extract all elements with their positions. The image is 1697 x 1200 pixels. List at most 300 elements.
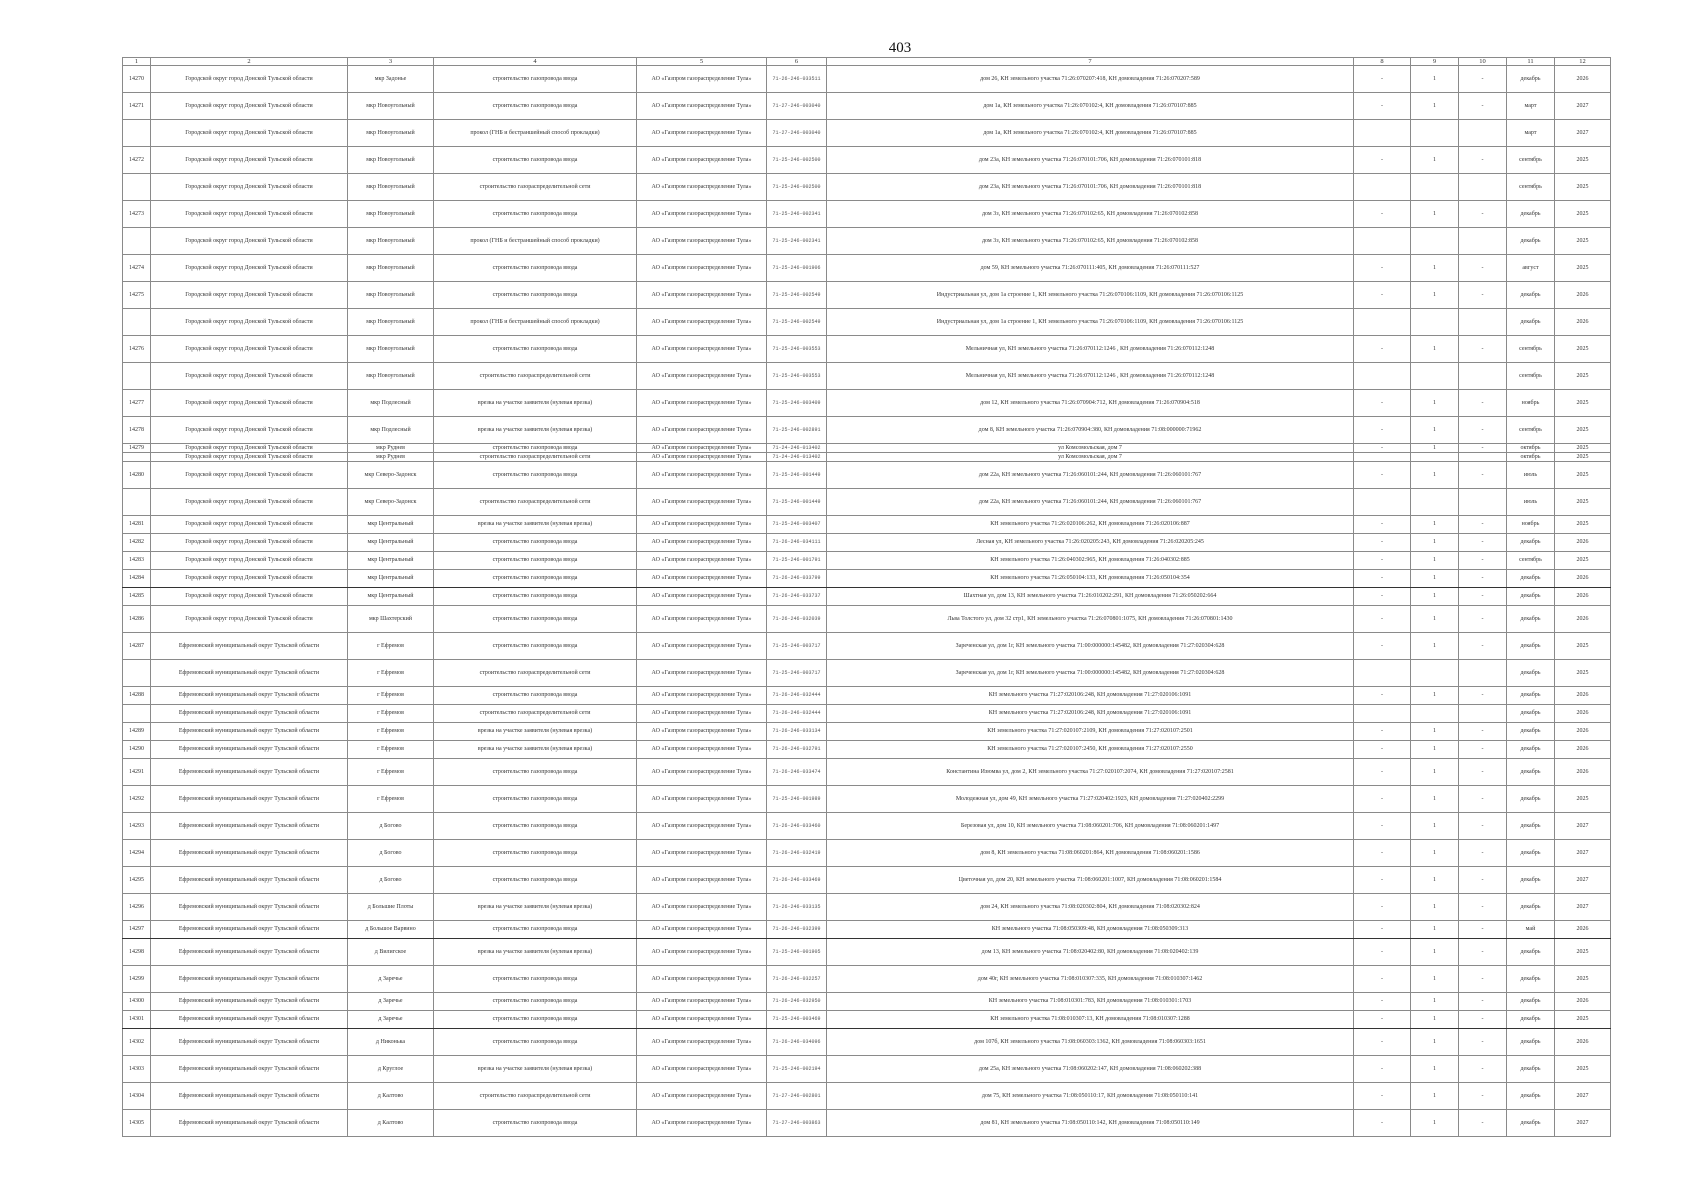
quantity-cell: 1 [1411,606,1459,633]
month-cell: октябрь [1507,444,1555,453]
request-id-cell: 71-25-246-001791 [767,552,827,570]
address-cell: дом 25а, КН земельного участка 71:08:060202:147, КН домовладения 71:08:060202:388 [827,1056,1354,1083]
col10-cell: - [1459,606,1507,633]
address-cell: Цветочная ул, дом 20, КН земельного участка 71:08:060201:1007, КН домовладения 71:08:060201:1584 [827,867,1354,894]
col8-cell: - [1354,939,1411,966]
year-cell: 2026 [1555,993,1611,1011]
quantity-cell [1411,660,1459,687]
table-row [123,1083,1611,1110]
quantity-cell [1411,705,1459,723]
organization-cell: АО «Газпром газораспределение Тула» [637,786,767,813]
municipality-cell: Городской округ город Донской Тульской области [151,201,348,228]
address-cell: Индустриальная ул, дом 1а строение 1, КН земельного участка 71:26:070106:1109, КН домовладения 71:26:070106:1125 [827,282,1354,309]
organization-cell: АО «Газпром газораспределение Тула» [637,867,767,894]
row-number-cell: 14294 [123,840,151,867]
address-cell: дом 13, КН земельного участка 71:08:020402:80, КН домовладения 71:08:020402:139 [827,939,1354,966]
address-cell: Льва Толстого ул, дом 32 стр1, КН земельного участка 71:26:070801:1075, КН домовладения 71:26:070801:1430 [827,606,1354,633]
column-header: 1 [123,58,151,66]
month-cell: ноябрь [1507,390,1555,417]
col8-cell [1354,363,1411,390]
month-cell: декабрь [1507,201,1555,228]
page-number: 403 [888,40,912,56]
municipality-cell: Ефремовский муниципальный округ Тульской области [151,921,348,939]
municipality-cell: Ефремовский муниципальный округ Тульской области [151,840,348,867]
row-number-cell [123,453,151,462]
col8-cell: - [1354,147,1411,174]
column-header: 10 [1459,58,1507,66]
municipality-cell: Ефремовский муниципальный округ Тульской области [151,786,348,813]
table-row [123,228,1611,255]
col8-cell: - [1354,687,1411,705]
request-id-cell: 71-25-246-003469 [767,1011,827,1029]
row-number-cell: 14279 [123,444,151,453]
request-id-cell: 71-26-246-034111 [767,534,827,552]
col8-cell: - [1354,66,1411,93]
col8-cell: - [1354,1083,1411,1110]
request-id-cell: 71-25-246-001906 [767,255,827,282]
table-row [123,444,1611,453]
row-number-cell [123,489,151,516]
work-type-cell: врезка на участке заявителя (нулевая врезка) [434,894,637,921]
column-header: 2 [151,58,348,66]
month-cell: декабрь [1507,993,1555,1011]
col8-cell: - [1354,93,1411,120]
organization-cell: АО «Газпром газораспределение Тула» [637,1011,767,1029]
col8-cell: - [1354,894,1411,921]
organization-cell: АО «Газпром газораспределение Тула» [637,1029,767,1056]
settlement-cell: д Круглое [348,1056,434,1083]
col8-cell: - [1354,1056,1411,1083]
col8-cell: - [1354,741,1411,759]
row-number-cell: 14299 [123,966,151,993]
address-cell: Березовая ул, дом 10, КН земельного участка 71:08:060201:706, КН домовладения 71:08:060201:1497 [827,813,1354,840]
work-type-cell: строительство газопровода ввода [434,921,637,939]
year-cell: 2025 [1555,660,1611,687]
organization-cell: АО «Газпром газораспределение Тула» [637,570,767,588]
work-type-cell: строительство газопровода ввода [434,588,637,606]
col10-cell [1459,363,1507,390]
municipality-cell: Городской округ город Донской Тульской области [151,552,348,570]
year-cell: 2026 [1555,66,1611,93]
month-cell: июль [1507,489,1555,516]
address-cell: дом 75, КН земельного участка 71:08:050110:17, КН домовладения 71:08:050110:141 [827,1083,1354,1110]
quantity-cell: 1 [1411,966,1459,993]
municipality-cell: Ефремовский муниципальный округ Тульской области [151,633,348,660]
organization-cell: АО «Газпром газораспределение Тула» [637,282,767,309]
col10-cell: - [1459,417,1507,444]
request-id-cell: 71-26-246-033474 [767,759,827,786]
municipality-cell: Городской округ город Донской Тульской области [151,489,348,516]
request-id-cell: 71-26-246-033135 [767,894,827,921]
month-cell: декабрь [1507,939,1555,966]
request-id-cell: 71-27-246-003040 [767,120,827,147]
municipality-cell: Ефремовский муниципальный округ Тульской области [151,660,348,687]
col10-cell [1459,453,1507,462]
year-cell: 2027 [1555,867,1611,894]
organization-cell: АО «Газпром газораспределение Тула» [637,705,767,723]
organization-cell: АО «Газпром газораспределение Тула» [637,741,767,759]
col8-cell: - [1354,255,1411,282]
col10-cell [1459,120,1507,147]
column-header: 12 [1555,58,1611,66]
municipality-cell: Городской округ город Донской Тульской области [151,120,348,147]
municipality-cell: Городской округ город Донской Тульской области [151,390,348,417]
quantity-cell: 1 [1411,552,1459,570]
col8-cell: - [1354,462,1411,489]
request-id-cell: 71-25-246-001989 [767,786,827,813]
year-cell: 2025 [1555,633,1611,660]
table-row [123,174,1611,201]
col8-cell [1354,705,1411,723]
work-type-cell: врезка на участке заявителя (нулевая врезка) [434,516,637,534]
request-id-cell: 71-25-246-002549 [767,309,827,336]
row-number-cell: 14295 [123,867,151,894]
organization-cell: АО «Газпром газораспределение Тула» [637,552,767,570]
col10-cell: - [1459,93,1507,120]
municipality-cell: Ефремовский муниципальный округ Тульской области [151,1083,348,1110]
row-number-cell: 14289 [123,723,151,741]
col8-cell: - [1354,390,1411,417]
col8-cell [1354,228,1411,255]
row-number-cell: 14271 [123,93,151,120]
settlement-cell: д Калтово [348,1083,434,1110]
col10-cell: - [1459,1029,1507,1056]
col8-cell: - [1354,993,1411,1011]
year-cell: 2026 [1555,687,1611,705]
organization-cell: АО «Газпром газораспределение Тула» [637,723,767,741]
row-number-cell: 14273 [123,201,151,228]
work-type-cell: строительство газораспределительной сети [434,174,637,201]
year-cell: 2026 [1555,741,1611,759]
table-row [123,93,1611,120]
table-row [123,417,1611,444]
row-number-cell [123,228,151,255]
address-cell: дом 12, КН земельного участка 71:26:070904:712, КН домовладения 71:26:070904:518 [827,390,1354,417]
work-type-cell: врезка на участке заявителя (нулевая врезка) [434,1056,637,1083]
work-type-cell: прокол (ГНБ и бестраншейный способ прокладки) [434,309,637,336]
organization-cell: АО «Газпром газораспределение Тула» [637,840,767,867]
row-number-cell: 14302 [123,1029,151,1056]
work-type-cell: строительство газопровода ввода [434,336,637,363]
month-cell: декабрь [1507,723,1555,741]
quantity-cell: 1 [1411,417,1459,444]
municipality-cell: Городской округ город Донской Тульской области [151,228,348,255]
organization-cell: АО «Газпром газораспределение Тула» [637,255,767,282]
col10-cell: - [1459,336,1507,363]
row-number-cell: 14284 [123,570,151,588]
row-number-cell: 14285 [123,588,151,606]
month-cell: декабрь [1507,606,1555,633]
col10-cell: - [1459,462,1507,489]
municipality-cell: Ефремовский муниципальный округ Тульской области [151,1011,348,1029]
municipality-cell: Ефремовский муниципальный округ Тульской области [151,993,348,1011]
municipality-cell: Городской округ город Донской Тульской области [151,363,348,390]
settlement-cell: г Ефремов [348,786,434,813]
work-type-cell: строительство газопровода ввода [434,993,637,1011]
work-type-cell: строительство газопровода ввода [434,93,637,120]
row-number-cell [123,120,151,147]
work-type-cell: врезка на участке заявителя (нулевая врезка) [434,417,637,444]
col10-cell: - [1459,993,1507,1011]
organization-cell: АО «Газпром газораспределение Тула» [637,1110,767,1137]
month-cell: декабрь [1507,813,1555,840]
row-number-cell: 14287 [123,633,151,660]
table-row [123,489,1611,516]
address-cell: Лесная ул, КН земельного участка 71:26:020205:243, КН домовладения 71:26:020205:245 [827,534,1354,552]
table-row [123,66,1611,93]
organization-cell: АО «Газпром газораспределение Тула» [637,444,767,453]
organization-cell: АО «Газпром газораспределение Тула» [637,309,767,336]
settlement-cell: г Ефремов [348,741,434,759]
col8-cell: - [1354,606,1411,633]
organization-cell: АО «Газпром газораспределение Тула» [637,588,767,606]
table-row [123,282,1611,309]
address-cell: КН земельного участка 71:08:010301:783, КН домовладения 71:08:010301:1703 [827,993,1354,1011]
table-row [123,363,1611,390]
table-row [123,1011,1611,1029]
address-cell: Индустриальная ул, дом 1а строение 1, КН земельного участка 71:26:070106:1109, КН домовладения 71:26:070106:1125 [827,309,1354,336]
quantity-cell: 1 [1411,813,1459,840]
table-row [123,120,1611,147]
request-id-cell: 71-26-246-033511 [767,66,827,93]
organization-cell: АО «Газпром газораспределение Тула» [637,534,767,552]
table-row [123,867,1611,894]
municipality-cell: Ефремовский муниципальный округ Тульской области [151,741,348,759]
row-number-cell: 14277 [123,390,151,417]
settlement-cell: мкр Подлесный [348,417,434,444]
year-cell: 2025 [1555,444,1611,453]
row-number-cell: 14288 [123,687,151,705]
month-cell: декабрь [1507,66,1555,93]
col10-cell: - [1459,444,1507,453]
quantity-cell [1411,174,1459,201]
work-type-cell: строительство газораспределительной сети [434,453,637,462]
settlement-cell: г Ефремов [348,660,434,687]
municipality-cell: Городской округ город Донской Тульской области [151,66,348,93]
quantity-cell: 1 [1411,201,1459,228]
settlement-cell: д Заречье [348,966,434,993]
column-header: 3 [348,58,434,66]
col8-cell: - [1354,417,1411,444]
request-id-cell: 71-26-246-033799 [767,570,827,588]
col10-cell: - [1459,1056,1507,1083]
settlement-cell: мкр Новоугольный [348,309,434,336]
data-table [122,57,1611,1137]
quantity-cell: 1 [1411,867,1459,894]
settlement-cell: мкр Новоугольный [348,120,434,147]
work-type-cell: строительство газопровода ввода [434,867,637,894]
request-id-cell: 71-25-246-002549 [767,282,827,309]
quantity-cell: 1 [1411,759,1459,786]
address-cell: КН земельного участка 71:27:020107:2109, КН домовладения 71:27:020107:2501 [827,723,1354,741]
table-row [123,939,1611,966]
request-id-cell: 71-26-246-032950 [767,993,827,1011]
organization-cell: АО «Газпром газораспределение Тула» [637,228,767,255]
address-cell: КН земельного участка 71:26:020106:262, КН домовладения 71:26:020106:887 [827,516,1354,534]
col10-cell: - [1459,390,1507,417]
request-id-cell: 71-25-246-001449 [767,462,827,489]
table-row [123,255,1611,282]
settlement-cell: мкр Центральный [348,534,434,552]
organization-cell: АО «Газпром газораспределение Тула» [637,453,767,462]
year-cell: 2026 [1555,705,1611,723]
municipality-cell: Ефремовский муниципальный округ Тульской области [151,723,348,741]
table-row [123,588,1611,606]
request-id-cell: 71-25-246-002341 [767,201,827,228]
work-type-cell: строительство газопровода ввода [434,552,637,570]
request-id-cell: 71-25-246-003553 [767,336,827,363]
row-number-cell [123,660,151,687]
request-id-cell: 71-25-246-001905 [767,939,827,966]
col10-cell: - [1459,552,1507,570]
address-cell: дом 22а, КН земельного участка 71:26:060101:244, КН домовладения 71:26:060101:767 [827,489,1354,516]
municipality-cell: Городской округ город Донской Тульской области [151,462,348,489]
settlement-cell: мкр Центральный [348,570,434,588]
municipality-cell: Городской округ город Донской Тульской области [151,93,348,120]
col10-cell: - [1459,966,1507,993]
month-cell: декабрь [1507,633,1555,660]
municipality-cell: Ефремовский муниципальный округ Тульской области [151,1029,348,1056]
year-cell: 2025 [1555,201,1611,228]
col8-cell: - [1354,966,1411,993]
quantity-cell [1411,120,1459,147]
work-type-cell: строительство газопровода ввода [434,633,637,660]
col8-cell: - [1354,759,1411,786]
col8-cell: - [1354,1110,1411,1137]
month-cell: сентябрь [1507,417,1555,444]
row-number-cell [123,309,151,336]
col8-cell: - [1354,723,1411,741]
year-cell: 2026 [1555,282,1611,309]
municipality-cell: Городской округ город Донской Тульской области [151,417,348,444]
year-cell: 2025 [1555,417,1611,444]
year-cell: 2026 [1555,570,1611,588]
organization-cell: АО «Газпром газораспределение Тула» [637,759,767,786]
organization-cell: АО «Газпром газораспределение Тула» [637,516,767,534]
address-cell: КН земельного участка 71:27:020107:2450, КН домовладения 71:27:020107:2550 [827,741,1354,759]
request-id-cell: 71-25-246-002341 [767,228,827,255]
table-row [123,633,1611,660]
settlement-cell: д Большое Варвино [348,921,434,939]
request-id-cell: 71-26-246-032257 [767,966,827,993]
quantity-cell: 1 [1411,741,1459,759]
year-cell: 2026 [1555,921,1611,939]
quantity-cell: 1 [1411,723,1459,741]
settlement-cell: мкр Задонье [348,66,434,93]
address-cell: дом 8, КН земельного участка 71:26:070904:380, КН домовладения 71:08:000000:71962 [827,417,1354,444]
quantity-cell: 1 [1411,282,1459,309]
month-cell: август [1507,255,1555,282]
request-id-cell: 71-25-246-003407 [767,516,827,534]
organization-cell: АО «Газпром газораспределение Тула» [637,966,767,993]
settlement-cell: д Калтово [348,1110,434,1137]
table-row [123,759,1611,786]
request-id-cell: 71-27-246-003863 [767,1110,827,1137]
col8-cell [1354,174,1411,201]
municipality-cell: Городской округ город Донской Тульской области [151,570,348,588]
municipality-cell: Городской округ город Донской Тульской области [151,147,348,174]
address-cell: дом 22а, КН земельного участка 71:26:060101:244, КН домовладения 71:26:060101:767 [827,462,1354,489]
row-number-cell: 14276 [123,336,151,363]
month-cell: декабрь [1507,570,1555,588]
month-cell: декабрь [1507,309,1555,336]
quantity-cell: 1 [1411,462,1459,489]
municipality-cell: Ефремовский муниципальный округ Тульской области [151,939,348,966]
month-cell: сентябрь [1507,174,1555,201]
settlement-cell: мкр Новоугольный [348,363,434,390]
work-type-cell: строительство газопровода ввода [434,1110,637,1137]
settlement-cell: д Вилигское [348,939,434,966]
table-body [123,66,1611,1137]
table-row [123,1056,1611,1083]
month-cell: октябрь [1507,453,1555,462]
municipality-cell: Городской округ город Донской Тульской области [151,336,348,363]
settlement-cell: мкр Северо-Задонск [348,489,434,516]
address-cell: Зареченская ул, дом 1г, КН земельного участка 71:00:000000:145482, КН домовладения 71:27:020304:628 [827,660,1354,687]
row-number-cell: 14291 [123,759,151,786]
month-cell: декабрь [1507,786,1555,813]
work-type-cell: строительство газопровода ввода [434,1011,637,1029]
col10-cell: - [1459,570,1507,588]
work-type-cell: строительство газопровода ввода [434,444,637,453]
col8-cell: - [1354,534,1411,552]
row-number-cell: 14303 [123,1056,151,1083]
month-cell: декабрь [1507,534,1555,552]
year-cell: 2027 [1555,813,1611,840]
table-row [123,687,1611,705]
row-number-cell: 14275 [123,282,151,309]
col10-cell: - [1459,939,1507,966]
col10-cell: - [1459,840,1507,867]
address-cell: дом 3з, КН земельного участка 71:26:070102:65, КН домовладения 71:26:070102:858 [827,201,1354,228]
table-row [123,201,1611,228]
month-cell: декабрь [1507,228,1555,255]
municipality-cell: Ефремовский муниципальный округ Тульской области [151,813,348,840]
quantity-cell [1411,363,1459,390]
year-cell: 2027 [1555,840,1611,867]
municipality-cell: Ефремовский муниципальный округ Тульской области [151,1110,348,1137]
row-number-cell: 14298 [123,939,151,966]
year-cell: 2025 [1555,966,1611,993]
request-id-cell: 71-26-246-032444 [767,687,827,705]
year-cell: 2027 [1555,1083,1611,1110]
organization-cell: АО «Газпром газораспределение Тула» [637,894,767,921]
organization-cell: АО «Газпром газораспределение Тула» [637,813,767,840]
work-type-cell: врезка на участке заявителя (нулевая врезка) [434,741,637,759]
settlement-cell: мкр Новоугольный [348,282,434,309]
request-id-cell: 71-26-246-033737 [767,588,827,606]
year-cell: 2027 [1555,1110,1611,1137]
col8-cell: - [1354,813,1411,840]
col10-cell: - [1459,66,1507,93]
settlement-cell: мкр Новоугольный [348,255,434,282]
settlement-cell: г Ефремов [348,705,434,723]
table-row [123,741,1611,759]
municipality-cell: Городской округ город Донской Тульской области [151,309,348,336]
year-cell: 2025 [1555,1011,1611,1029]
address-cell: Шахтная ул, дом 13, КН земельного участка 71:26:010202:291, КН домовладения 71:26:050202:664 [827,588,1354,606]
table-row [123,993,1611,1011]
month-cell: декабрь [1507,867,1555,894]
row-number-cell: 14293 [123,813,151,840]
settlement-cell: мкр Новоугольный [348,201,434,228]
request-id-cell: 71-25-246-003717 [767,660,827,687]
table-row [123,723,1611,741]
year-cell: 2027 [1555,93,1611,120]
year-cell: 2025 [1555,453,1611,462]
col8-cell: - [1354,633,1411,660]
table-row [123,1110,1611,1137]
